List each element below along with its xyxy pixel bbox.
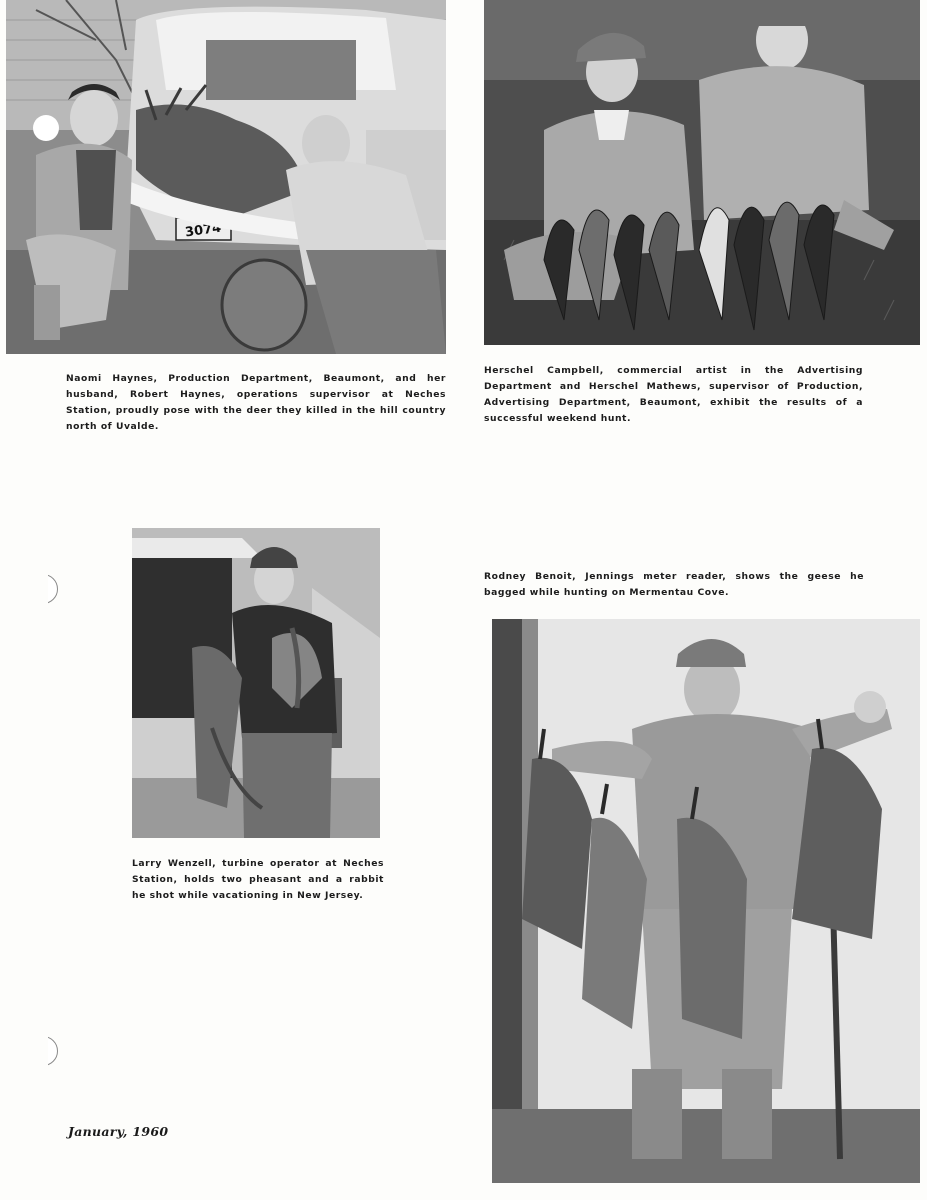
photo-benoit-geese <box>492 619 920 1183</box>
photo-campbell-mathews-ducks-image <box>484 0 920 345</box>
photo-campbell-mathews-ducks <box>484 0 920 345</box>
caption-benoit-geese: Rodney Benoit, Jennings meter reader, shows the geese he bagged while hunting on Mermentau Cove. <box>484 571 864 598</box>
photo-benoit-geese-image <box>492 619 920 1183</box>
binder-punch-hole-upper <box>28 574 58 604</box>
photo-haynes-deer-image <box>6 0 446 354</box>
binder-punch-hole-lower <box>28 1036 58 1066</box>
footer-issue-date: January, 1960 <box>68 1124 169 1139</box>
photo-wenzell-pheasant <box>132 528 380 838</box>
photo-wenzell-pheasant-image <box>132 528 380 838</box>
caption-campbell-mathews-ducks: Herschel Campbell, commercial artist in the Advertising Department and Herschel Mathews, supervisor of Production, Advertising Department, Beaumont, exhibit the results of a successful weekend hunt. <box>484 365 863 424</box>
caption-haynes-deer: Naomi Haynes, Production Department, Beaumont, and her husband, Robert Haynes, operations supervisor at Neches Station, proudly pose with the deer they killed in the hill country north of Uvalde. <box>66 373 446 432</box>
license-plate-text: 3074 <box>184 220 223 241</box>
photo-haynes-deer <box>6 0 446 354</box>
caption-wenzell-pheasant: Larry Wenzell, turbine operator at Neches Station, holds two pheasant and a rabbit he shot while vacationing in New Jersey. <box>132 858 384 901</box>
